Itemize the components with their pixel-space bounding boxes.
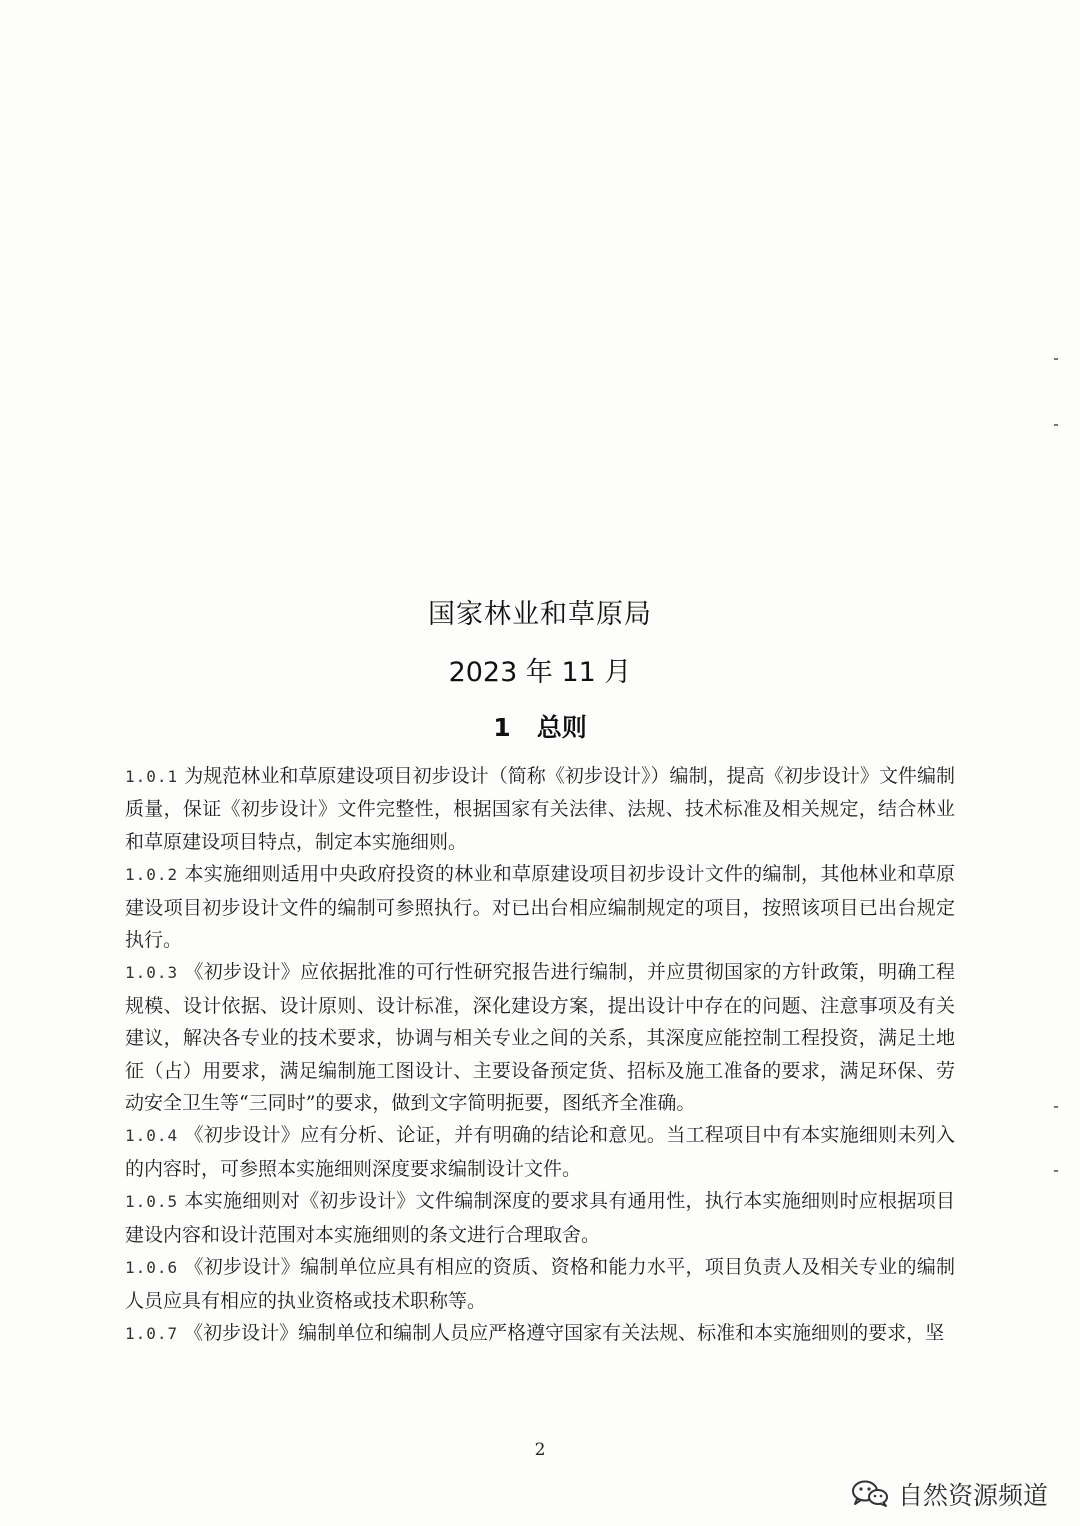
clause	[125, 956, 955, 1119]
clause	[125, 1185, 955, 1251]
clause	[125, 1317, 955, 1350]
issue-date: 2023 年 11 月	[448, 657, 632, 688]
source-watermark	[850, 1476, 1048, 1512]
chapter-number: 1	[493, 713, 511, 742]
clause-text: 为规范林业和草原建设项目初步设计（简称《初步设计》）编制，提高《初步设计》文件编制质量，保证《初步设计》文件完整性，根据国家有关法律、法规、技术标准及相关规定，结合林业和草原建设项目特点，制定本实施细则。	[125, 765, 955, 853]
clause-number: 1.0.2	[125, 865, 179, 885]
clause-number: 1.0.6	[125, 1258, 179, 1278]
clause	[125, 760, 955, 858]
clause-text: 本实施细则对《初步设计》文件编制深度的要求具有通用性，执行本实施细则时应根据项目建设内容和设计范围对本实施细则的条文进行合理取舍。	[125, 1190, 955, 1246]
organization-name: 国家林业和草原局	[428, 599, 652, 630]
watermark-text: 自然资源频道	[897, 1481, 1048, 1510]
clause-number: 1.0.4	[125, 1126, 179, 1146]
clause-text: 《初步设计》编制单位应具有相应的资质、资格和能力水平，项目负责人及相关专业的编制人员应具有相应的执业资格或技术职称等。	[125, 1256, 955, 1312]
clause-list	[125, 760, 955, 1350]
clause	[125, 858, 955, 956]
clause-number: 1.0.7	[125, 1323, 179, 1343]
chapter-heading	[0, 708, 1080, 744]
page-number: 2	[534, 1440, 546, 1460]
scan-speck	[1054, 1106, 1058, 1108]
scan-speck	[1054, 424, 1058, 426]
chapter-title: 总则	[536, 713, 587, 742]
scan-speck	[1054, 358, 1058, 360]
clause	[125, 1251, 955, 1317]
clause	[125, 1119, 955, 1185]
wechat-icon	[850, 1479, 890, 1509]
clause-number: 1.0.1	[125, 767, 179, 786]
clause-text: 《初步设计》应依据批准的可行性研究报告进行编制，并应贯彻国家的方针政策，明确工程规模、设计依据、设计原则、设计标准，深化建设方案，提出设计中存在的问题、注意事项及有关建议，解决各专业的技术要求，协调与相关专业之间的关系，其深度应能控制工程投资，满足土地征（占）用要求，满足编制施工图设计、主要设备预定货、招标及施工准备的要求，满足环保、劳动安全卫生等“三同时”的要求，做到文字简明扼要，图纸齐全准确。	[125, 961, 955, 1115]
scan-speck	[1054, 1170, 1058, 1172]
clause-text: 《初步设计》应有分析、论证，并有明确的结论和意见。当工程项目中有本实施细则未列入的内容时，可参照本实施细则深度要求编制设计文件。	[125, 1124, 955, 1180]
clause-number: 1.0.5	[125, 1192, 179, 1212]
clause-text: 《初步设计》编制单位和编制人员应严格遵守国家有关法规、标准和本实施细则的要求，坚	[184, 1321, 945, 1344]
clause-number: 1.0.3	[125, 963, 179, 983]
clause-text: 本实施细则适用中央政府投资的林业和草原建设项目初步设计文件的编制，其他林业和草原建设项目初步设计文件的编制可参照执行。对已出台相应编制规定的项目，按照该项目已出台规定执行。	[125, 863, 955, 952]
